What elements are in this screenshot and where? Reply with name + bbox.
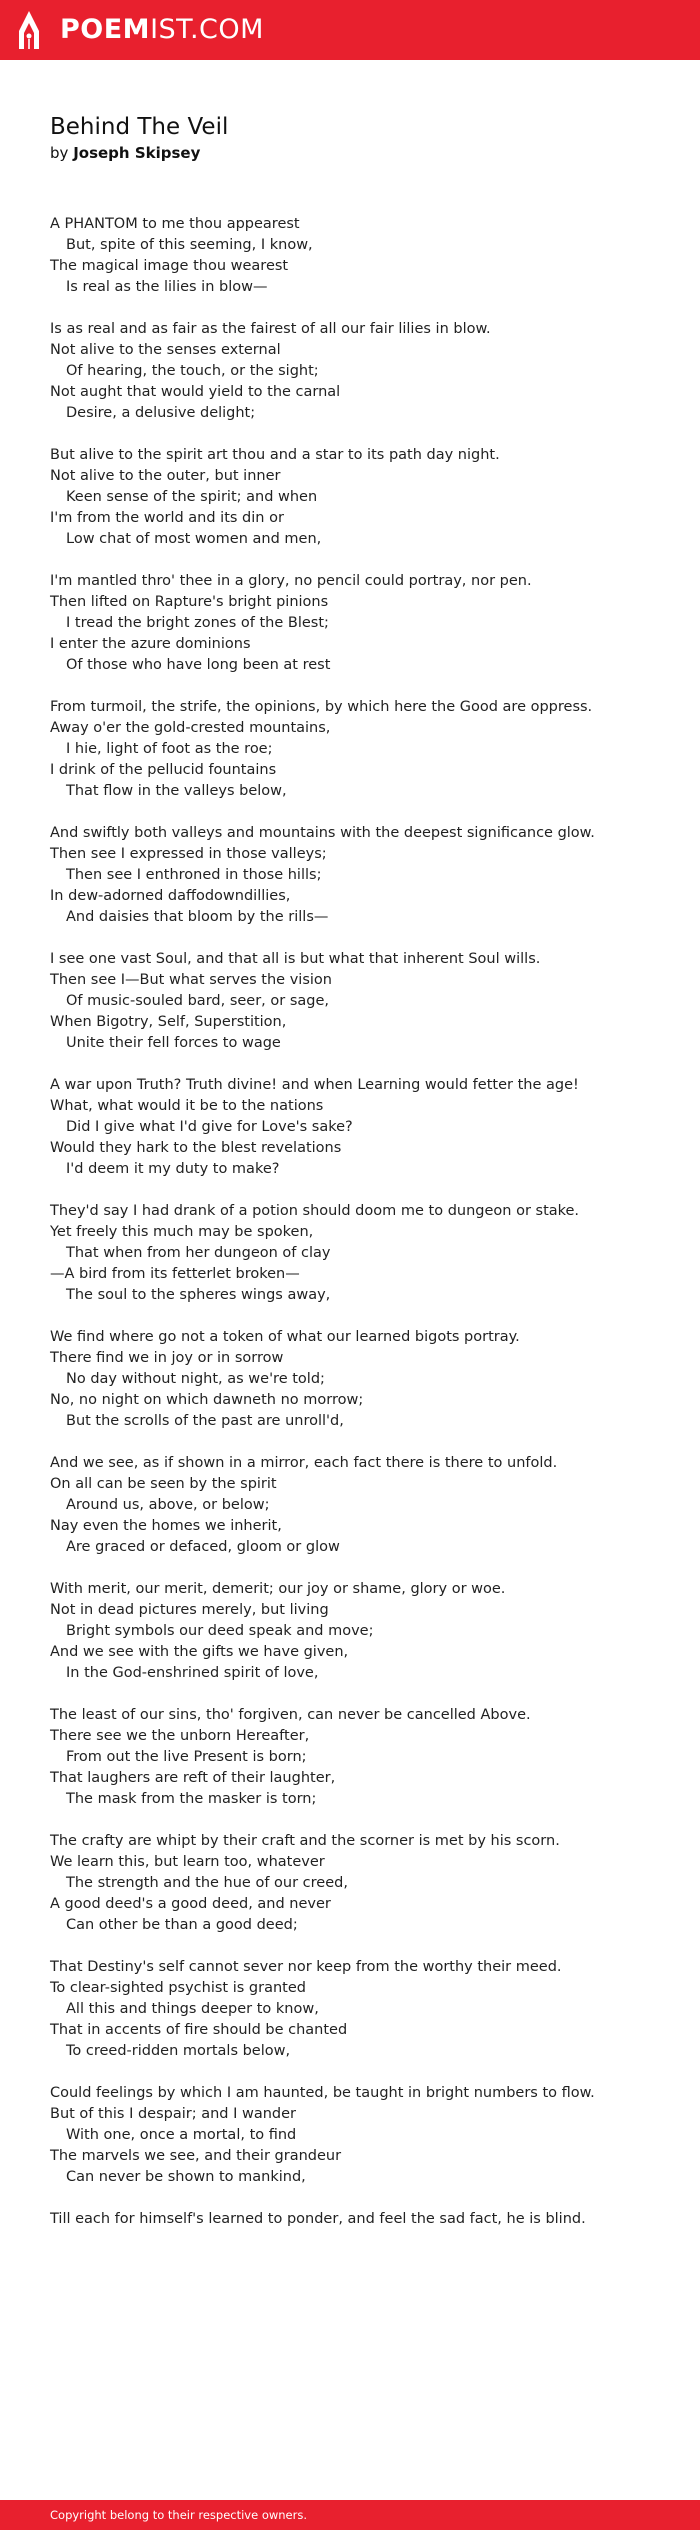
poem-line: Keen sense of the spirit; and when xyxy=(66,489,318,505)
poem-stanza xyxy=(50,445,650,550)
poem-stanza xyxy=(50,2209,650,2230)
poem-line: Can other be than a good deed; xyxy=(66,1917,298,1933)
poem-line: The soul to the spheres wings away, xyxy=(66,1287,331,1303)
poem-line: From turmoil, the strife, the opinions, by which here the Good are oppress. xyxy=(50,699,593,715)
poem-line: Not aught that would yield to the carnal xyxy=(50,384,341,400)
poem-line: All this and things deeper to know, xyxy=(66,2001,319,2017)
poem-line: Bright symbols our deed speak and move; xyxy=(66,1623,374,1639)
logo-bold-text: POEM xyxy=(60,14,151,45)
poem-stanza xyxy=(50,697,650,802)
poem-stanza xyxy=(50,1705,650,1810)
poem-line: Nay even the homes we inherit, xyxy=(50,1518,282,1534)
poem-stanza xyxy=(50,823,650,928)
poem-line: I see one vast Soul, and that all is but what that inherent Soul wills. xyxy=(50,951,541,967)
poem-line: The magical image thou wearest xyxy=(50,258,289,274)
poem-line: I enter the azure dominions xyxy=(50,636,251,652)
poem-line: Not alive to the outer, but inner xyxy=(50,468,281,484)
poem-line: From out the live Present is born; xyxy=(66,1749,307,1765)
poem-line: Of music-souled bard, seer, or sage, xyxy=(66,993,330,1009)
copyright-text: Copyright belong to their respective owners. xyxy=(50,2508,308,2522)
poem-line: Till each for himself's learned to ponder, and feel the sad fact, he is blind. xyxy=(50,2211,586,2227)
site-logo-link[interactable] xyxy=(60,14,264,46)
poem-stanza xyxy=(50,1453,650,1558)
site-header xyxy=(0,0,700,60)
poem-line: With one, once a mortal, to find xyxy=(66,2127,297,2143)
poem-line: And daisies that bloom by the rills— xyxy=(66,909,329,925)
poem-line: Unite their fell forces to wage xyxy=(66,1035,281,1051)
poem-line: That flow in the valleys below, xyxy=(66,783,287,799)
poem-line: We learn this, but learn too, whatever xyxy=(50,1854,325,1870)
byline-prefix: by xyxy=(50,144,69,162)
poem-line: I'm mantled thro' thee in a glory, no pencil could portray, nor pen. xyxy=(50,573,532,589)
poem-line: I tread the bright zones of the Blest; xyxy=(66,615,329,631)
poem-line: But the scrolls of the past are unroll'd, xyxy=(66,1413,344,1429)
poem-line: The crafty are whipt by their craft and the scorner is met by his scorn. xyxy=(50,1833,560,1849)
poem-line: But of this I despair; and I wander xyxy=(50,2106,297,2122)
poem-line: But alive to the spirit art thou and a star to its path day night. xyxy=(50,447,500,463)
poem-line: Is as real and as fair as the fairest of all our fair lilies in blow. xyxy=(50,321,491,337)
poem-line: Can never be shown to mankind, xyxy=(66,2169,306,2185)
poem-line: Would they hark to the blest revelations xyxy=(50,1140,342,1156)
poem-line: I hie, light of foot as the roe; xyxy=(66,741,273,757)
poem-line: Away o'er the gold-crested mountains, xyxy=(50,720,331,736)
poem-line: A good deed's a good deed, and never xyxy=(50,1896,331,1912)
poem-line: No day without night, as we're told; xyxy=(66,1371,325,1387)
author-name: Joseph Skipsey xyxy=(73,144,201,162)
poem-stanza xyxy=(50,571,650,676)
poem-line: The least of our sins, tho' forgiven, can never be cancelled Above. xyxy=(50,1707,531,1723)
poem-byline xyxy=(50,142,650,164)
poem-line: Around us, above, or below; xyxy=(66,1497,270,1513)
poem-line: Is real as the lilies in blow— xyxy=(66,279,268,295)
poem-stanza xyxy=(50,1201,650,1306)
poem-line: That Destiny's self cannot sever nor keep from the worthy their meed. xyxy=(50,1959,562,1975)
poem-stanza xyxy=(50,1831,650,1936)
poem-stanza xyxy=(50,2083,650,2188)
poem-line: There see we the unborn Hereafter, xyxy=(50,1728,310,1744)
poem-line: Could feelings by which I am haunted, be taught in bright numbers to flow. xyxy=(50,2085,595,2101)
poem-line: That in accents of fire should be chanted xyxy=(50,2022,348,2038)
poem-line: The marvels we see, and their grandeur xyxy=(50,2148,342,2164)
poem-line: I drink of the pellucid fountains xyxy=(50,762,277,778)
site-footer xyxy=(0,2500,700,2530)
poem-line: On all can be seen by the spirit xyxy=(50,1476,277,1492)
poem-line: And we see, as if shown in a mirror, each fact there is there to unfold. xyxy=(50,1455,558,1471)
poem-line: That when from her dungeon of clay xyxy=(66,1245,331,1261)
poem-line: Then see I—But what serves the vision xyxy=(50,972,332,988)
poem-line: Then lifted on Rapture's bright pinions xyxy=(50,594,329,610)
poem-line: And we see with the gifts we have given, xyxy=(50,1644,349,1660)
poem-stanza xyxy=(50,1075,650,1180)
poem-line: I'd deem it my duty to make? xyxy=(66,1161,280,1177)
poem-stanza xyxy=(50,1957,650,2062)
poem-line: To creed-ridden mortals below, xyxy=(66,2043,291,2059)
poem-title: Behind The Veil xyxy=(50,114,229,140)
poem-content xyxy=(50,112,650,2251)
poem-line: With merit, our merit, demerit; our joy or shame, glory or woe. xyxy=(50,1581,506,1597)
poem-line: In dew-adorned daffodowndillies, xyxy=(50,888,291,904)
logo-light-text: IST.COM xyxy=(150,14,264,45)
poem-line: That laughers are reft of their laughter, xyxy=(50,1770,336,1786)
poem-line: In the God-enshrined spirit of love, xyxy=(66,1665,319,1681)
poem-line: Yet freely this much may be spoken, xyxy=(50,1224,314,1240)
poem-stanza xyxy=(50,1579,650,1684)
poem-line: Of hearing, the touch, or the sight; xyxy=(66,363,319,379)
poem-line: But, spite of this seeming, I know, xyxy=(66,237,313,253)
poem-line: Not in dead pictures merely, but living xyxy=(50,1602,329,1618)
poem-line: A PHANTOM to me thou appearest xyxy=(50,216,300,232)
poem-line: There find we in joy or in sorrow xyxy=(50,1350,284,1366)
poem-line: Then see I expressed in those valleys; xyxy=(50,846,327,862)
pen-nib-logo-icon[interactable] xyxy=(17,9,41,51)
poem-line: To clear-sighted psychist is granted xyxy=(50,1980,306,1996)
poem-line: Low chat of most women and men, xyxy=(66,531,322,547)
poem-line: —A bird from its fetterlet broken— xyxy=(50,1266,300,1282)
poem-stanza xyxy=(50,949,650,1054)
poem-stanza xyxy=(50,319,650,424)
poem-line: Of those who have long been at rest xyxy=(66,657,331,673)
poem-line: Did I give what I'd give for Love's sake? xyxy=(66,1119,353,1135)
poem-line: When Bigotry, Self, Superstition, xyxy=(50,1014,287,1030)
poem-body xyxy=(50,214,650,2230)
poem-line: The mask from the masker is torn; xyxy=(66,1791,317,1807)
poem-line: Desire, a delusive delight; xyxy=(66,405,256,421)
poem-line: We find where go not a token of what our learned bigots portray. xyxy=(50,1329,520,1345)
poem-line: I'm from the world and its din or xyxy=(50,510,284,526)
poem-line: Then see I enthroned in those hills; xyxy=(66,867,322,883)
poem-line: A war upon Truth? Truth divine! and when Learning would fetter the age! xyxy=(50,1077,579,1093)
poem-stanza xyxy=(50,214,650,298)
poem-line: Are graced or defaced, gloom or glow xyxy=(66,1539,340,1555)
poem-stanza xyxy=(50,1327,650,1432)
poem-line: And swiftly both valleys and mountains with the deepest significance glow. xyxy=(50,825,595,841)
poem-line: Not alive to the senses external xyxy=(50,342,281,358)
poem-line: They'd say I had drank of a potion should doom me to dungeon or stake. xyxy=(50,1203,580,1219)
poem-line: No, no night on which dawneth no morrow; xyxy=(50,1392,364,1408)
poem-line: What, what would it be to the nations xyxy=(50,1098,324,1114)
poem-line: The strength and the hue of our creed, xyxy=(66,1875,348,1891)
